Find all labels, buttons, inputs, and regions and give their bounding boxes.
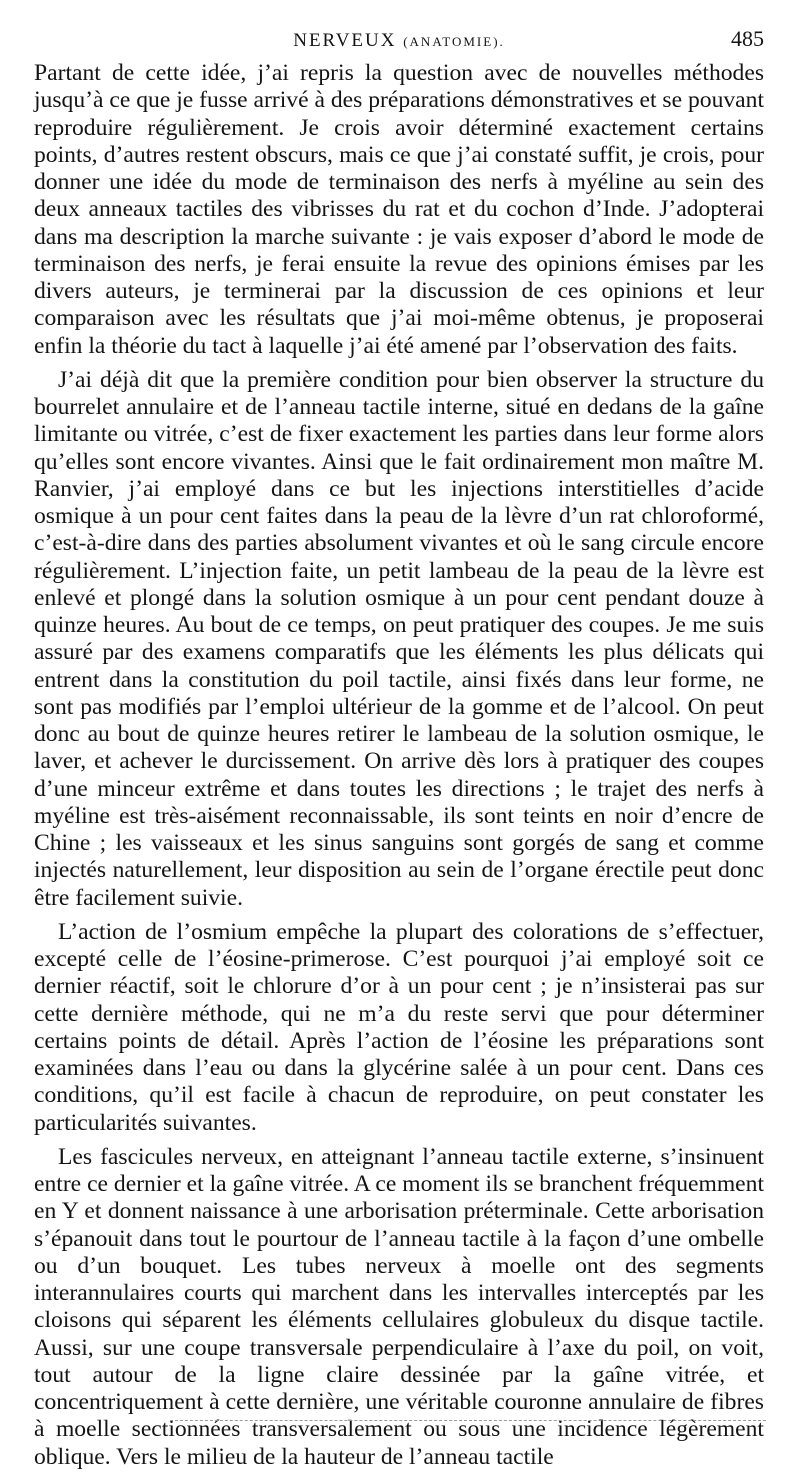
page-number: 485 — [731, 26, 764, 51]
paragraph-2: J’ai déjà dit que la première condition pour bien observer la structure du bourrelet annulaire et de l’anneau tactile interne, situé en dedans de la gaîne limitante ou vitrée, c’est de fixer exactement les parties dans leur forme alors qu’elles sont encore vivantes. Ainsi que le fait ordinairement mon maître M. Ranvier, j’ai employé dans ce but les injections interstitielles d’acide osmique à un pour cent faites dans la peau de la lèvre d’un rat chloroformé, c’est-à-dire dans des parties absolument vivantes et où le sang circule encore régulièrement. L’injection faite, un petit lambeau de la peau de la lèvre est enlevé et plongé dans la solution osmique à un pour cent pendant douze à quinze heures. Au bout de ce temps, on peut pratiquer des coupes. Je me suis assuré par des examens comparatifs que les éléments les plus délicats qui entrent dans la constitution du poil tactile, ainsi fixés dans leur forme, ne sont pas modifiés par l’emploi ultérieur de la gomme et de l’alcool. On peut donc au bout de quinze heures retirer le lambeau de la solution osmique, le laver, et achever le durcissement. On arrive dès lors à pratiquer des coupes d’une minceur extrême et dans toutes les directions ; le trajet des nerfs à myéline est très-aisément reconnaissable, ils sont teints en noir d’encre de Chine ; les vaisseaux et les sinus sanguins sont gorgés de sang et comme injectés naturellement, leur disposition au sein de l’organe érectile peut donc être facilement suivie. — [34, 366, 764, 911]
paragraph-1: Partant de cette idée, j’ai repris la question avec de nouvelles méthodes jusqu’à ce que je fusse arrivé à des préparations démonstratives et se pouvant reproduire régulièrement. Je crois avoir déterminé exactement certains points, d’autres restent obscurs, mais ce que j’ai constaté suffit, je crois, pour donner une idée du mode de terminaison des nerfs à myéline au sein des deux anneaux tactiles des vibrisses du rat et du cochon d’Inde. J’adopterai dans ma description la marche suivante : je vais exposer d’abord le mode de terminaison des nerfs, je ferai ensuite la revue des opinions émises par les divers auteurs, je terminerai par la discussion de ces opinions et leur comparaison avec les résultats que j’ai moi-même obtenus, je proposerai enfin la théorie du tact à laquelle j’ai été amené par l’observation des faits. — [34, 60, 764, 359]
paragraph-3: L’action de l’osmium empêche la plupart des colorations de s’effectuer, excepté celle de l’éosine-primerose. C’est pourquoi j’ai employé soit ce dernier réactif, soit le chlorure d’or à un pour cent ; je n’insisterai pas sur cette dernière méthode, qui ne m’a du reste servi que pour déterminer certains points de détail. Après l’action de l’éosine les préparations sont examinées dans l’eau ou dans la glycérine salée à un pour cent. Dans ces conditions, qu’il est facile à chacun de reproduire, on peut constater les particularités suivantes. — [34, 918, 764, 1136]
running-title-main: NERVEUX — [293, 30, 397, 51]
running-head — [34, 24, 764, 58]
running-title — [34, 30, 764, 52]
running-title-sub: (ANATOMIE). — [403, 34, 505, 49]
paragraph-4: Les fascicules nerveux, en atteignant l’anneau tactile externe, s’insinuent entre ce dernier et la gaîne vitrée. A ce moment ils se branchent fréquemment en Y et donnent naissance à une arborisation préterminale. Cette arborisation s’épanouit dans tout le pourtour de l’anneau tactile à la façon d’une ombelle ou d’un bouquet. Les tubes nerveux à moelle ont des segments interannulaires courts qui marchent dans les intervalles interceptés par les cloisons qui séparent les éléments cellulaires globuleux du disque tactile. Aussi, sur une coupe transversale perpendiculaire à l’axe du poil, on voit, tout autour de la ligne claire dessinée par la gaîne vitrée, et concentriquement à cette dernière, une véritable couronne annulaire de fibres à moelle sectionnées transversalement ou sous une incidence légèrement oblique. Vers le milieu de la hauteur de l’anneau tactile — [34, 1143, 764, 1470]
body-text — [34, 60, 764, 1478]
page-bottom-rule — [170, 1420, 766, 1421]
